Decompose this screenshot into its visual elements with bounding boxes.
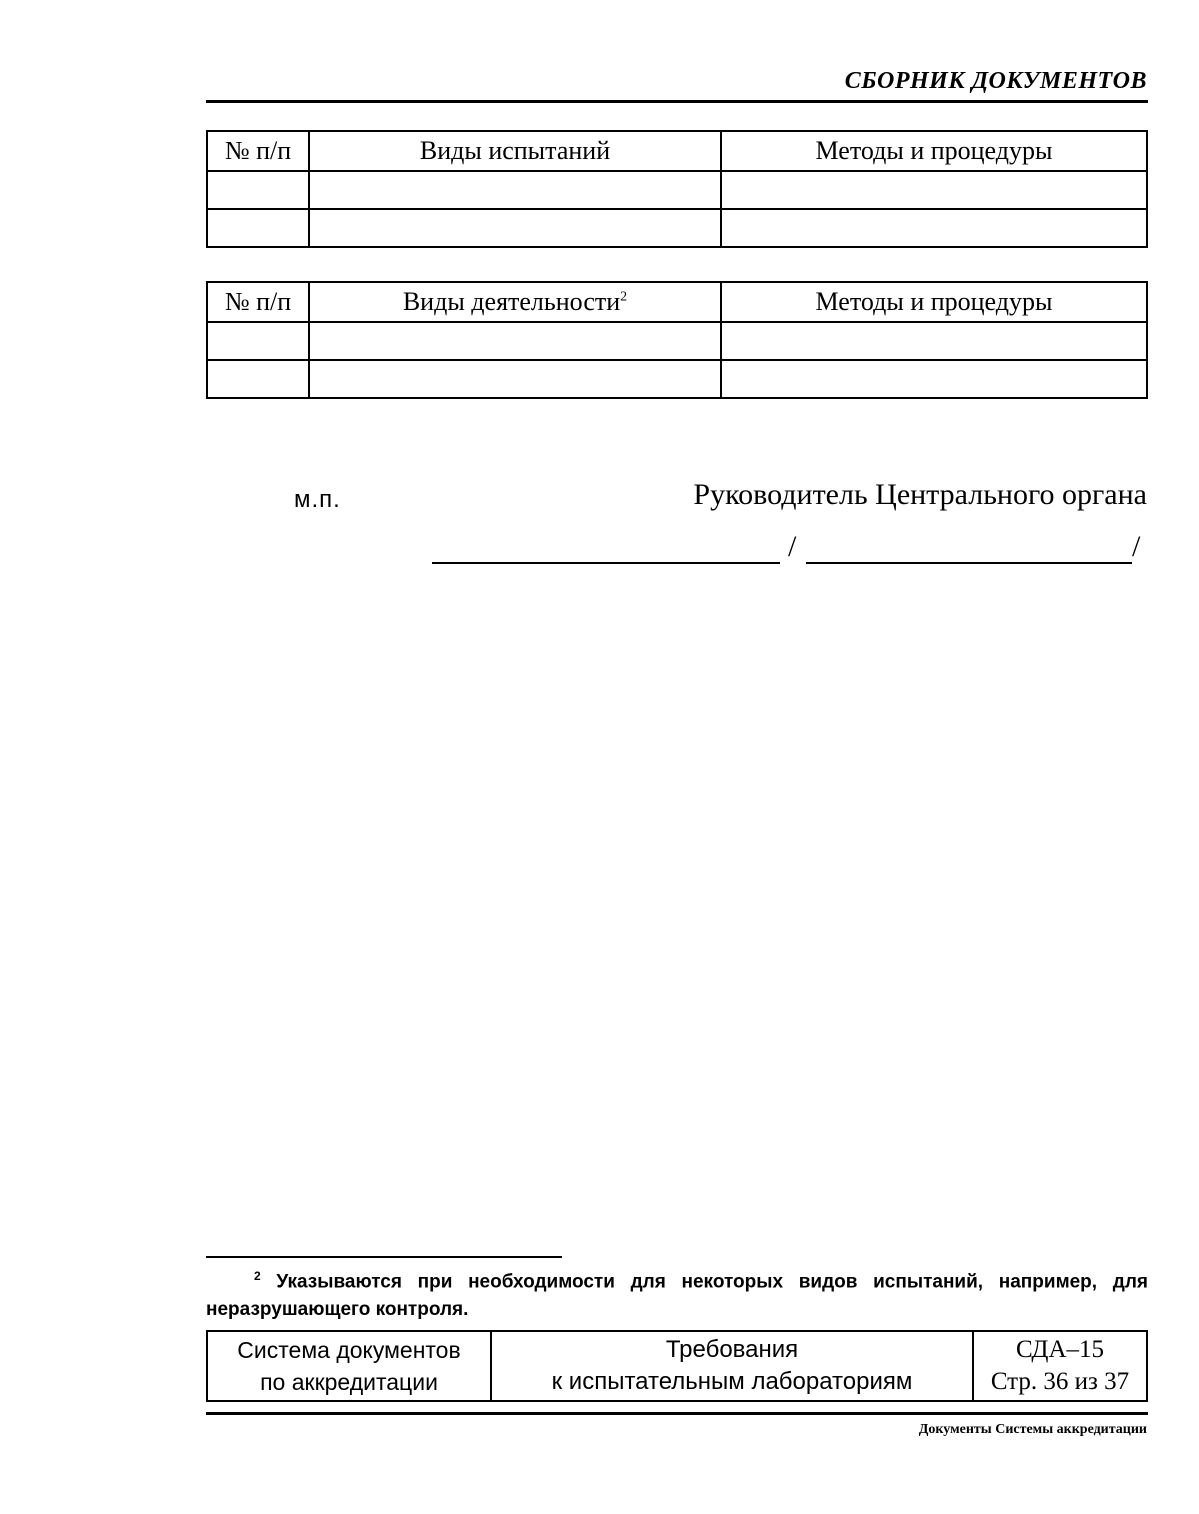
footnote xyxy=(206,1262,1148,1324)
table-cell xyxy=(721,360,1147,398)
stamp-placeholder: м.п. xyxy=(294,486,341,513)
activity-types-label: Виды деятельности xyxy=(402,287,621,316)
signature-separator: / xyxy=(788,530,797,563)
document-code: СДА–15 xyxy=(1015,1336,1105,1363)
footnote-reference: 2 xyxy=(620,289,628,305)
table-row xyxy=(207,171,1147,209)
collection-title: СБОРНИК ДОКУМЕНТОВ xyxy=(844,68,1147,94)
page-number: Стр. 36 из 37 xyxy=(990,1368,1130,1395)
table-cell xyxy=(309,322,721,360)
table-cell xyxy=(207,209,309,247)
table-row xyxy=(207,360,1147,398)
header-rule xyxy=(206,100,1148,103)
signature-separator: / xyxy=(1132,530,1141,563)
column-header-methods: Методы и процедуры xyxy=(721,282,1147,322)
footer-title-cell xyxy=(491,1331,973,1401)
activities-table xyxy=(206,281,1148,399)
footer-code-cell xyxy=(973,1331,1147,1401)
column-header-methods: Методы и процедуры xyxy=(721,131,1147,171)
table-header-row xyxy=(207,282,1147,322)
column-header-activity-types xyxy=(309,282,721,322)
table-cell xyxy=(721,322,1147,360)
table-cell xyxy=(207,360,309,398)
signature-line xyxy=(432,538,780,564)
footnote-rule xyxy=(206,1256,562,1258)
table-cell xyxy=(309,209,721,247)
document-footer xyxy=(206,1330,1148,1402)
footnote-text: Указываются при необходимости для некоторых видов испытаний, например, для неразрушающего контроля. xyxy=(206,1271,1148,1321)
tests-table xyxy=(206,130,1148,248)
bottom-rule xyxy=(206,1412,1148,1415)
footnote-mark: 2 xyxy=(254,1269,261,1283)
table-row xyxy=(207,322,1147,360)
bottom-caption: Документы Системы аккредитации xyxy=(918,1422,1147,1437)
table-cell xyxy=(207,171,309,209)
signatory-title: Руководитель Центрального органа xyxy=(693,478,1147,511)
table-cell xyxy=(721,171,1147,209)
table-cell xyxy=(721,209,1147,247)
column-header-number: № п/п xyxy=(207,131,309,171)
table-cell xyxy=(309,171,721,209)
column-header-number: № п/п xyxy=(207,282,309,322)
footer-system-cell xyxy=(207,1331,491,1401)
name-line xyxy=(806,538,1132,564)
table-row xyxy=(207,209,1147,247)
footer-system-line2: по аккредитации xyxy=(260,1369,438,1395)
footer-title-line2: к испытательным лабораториям xyxy=(551,1368,913,1395)
table-header-row xyxy=(207,131,1147,171)
footer-system-line1: Система документов xyxy=(237,1337,461,1363)
table-cell xyxy=(207,322,309,360)
table-cell xyxy=(309,360,721,398)
footer-title-line1: Требования xyxy=(665,1336,799,1363)
column-header-test-types: Виды испытаний xyxy=(309,131,721,171)
